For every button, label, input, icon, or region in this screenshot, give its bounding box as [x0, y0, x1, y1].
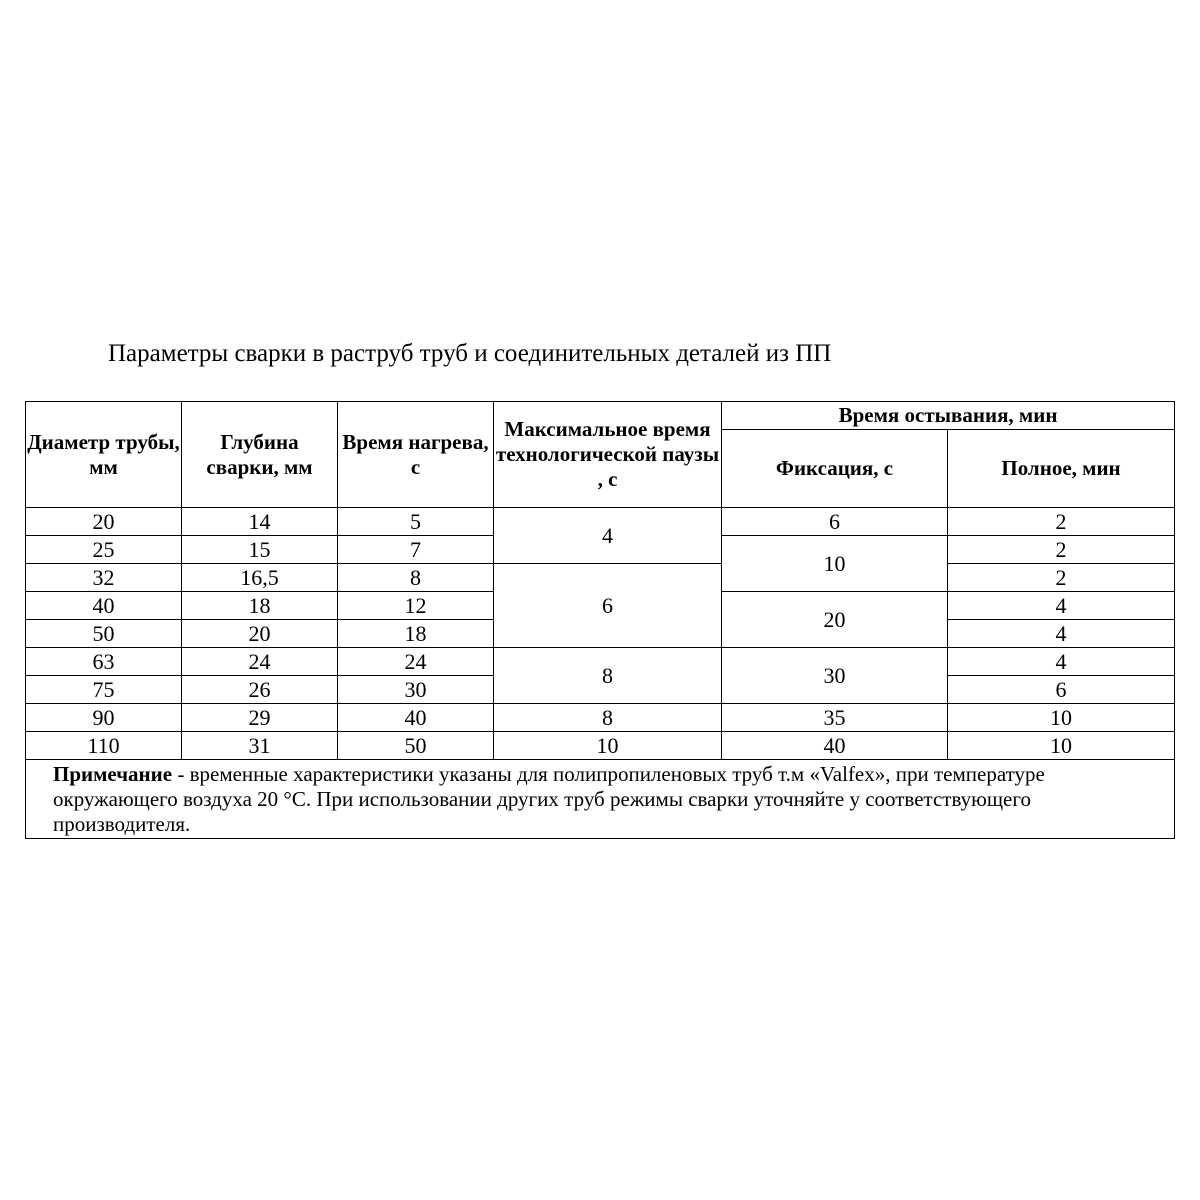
- header-cooling-group: Время остывания, мин: [722, 402, 1175, 430]
- cell-heat: 12: [338, 592, 494, 620]
- table-row: [26, 564, 1175, 592]
- cell-diameter: 90: [26, 704, 182, 732]
- cell-diameter: 110: [26, 732, 182, 760]
- cell-depth: 20: [182, 620, 338, 648]
- cell-pause: 8: [494, 704, 722, 732]
- cell-diameter: 50: [26, 620, 182, 648]
- cell-heat: 5: [338, 508, 494, 536]
- cell-full: 10: [948, 704, 1175, 732]
- cell-full: 2: [948, 564, 1175, 592]
- page-title: Параметры сварки в раструб труб и соединительных деталей из ПП: [108, 340, 832, 367]
- cell-fixation: 20: [722, 592, 948, 648]
- cell-depth: 14: [182, 508, 338, 536]
- table-row: [26, 732, 1175, 760]
- cell-full: 2: [948, 508, 1175, 536]
- header-diameter: Диаметр трубы, мм: [26, 402, 182, 508]
- cell-diameter: 25: [26, 536, 182, 564]
- cell-depth: 16,5: [182, 564, 338, 592]
- table-row: [26, 648, 1175, 676]
- cell-diameter: 75: [26, 676, 182, 704]
- cell-diameter: 32: [26, 564, 182, 592]
- note-label: Примечание: [53, 762, 173, 786]
- cell-pause: 8: [494, 648, 722, 704]
- cell-full: 4: [948, 648, 1175, 676]
- table-row: [26, 508, 1175, 536]
- cell-heat: 8: [338, 564, 494, 592]
- cell-full: 6: [948, 676, 1175, 704]
- cell-pause: 10: [494, 732, 722, 760]
- cell-fixation: 35: [722, 704, 948, 732]
- cell-depth: 18: [182, 592, 338, 620]
- cell-pause: 4: [494, 508, 722, 564]
- cell-full: 4: [948, 592, 1175, 620]
- cell-full: 2: [948, 536, 1175, 564]
- cell-fixation: 40: [722, 732, 948, 760]
- header-fixation: Фиксация, с: [722, 430, 948, 508]
- table-row: [26, 704, 1175, 732]
- cell-diameter: 40: [26, 592, 182, 620]
- cell-heat: 40: [338, 704, 494, 732]
- header-heat: Время нагрева, с: [338, 402, 494, 508]
- header-row: [26, 402, 1175, 430]
- header-depth: Глубина сварки, мм: [182, 402, 338, 508]
- cell-full: 10: [948, 732, 1175, 760]
- cell-fixation: 10: [722, 536, 948, 592]
- header-pause: Максимальное время технологической паузы , с: [494, 402, 722, 508]
- cell-heat: 50: [338, 732, 494, 760]
- cell-heat: 24: [338, 648, 494, 676]
- header-full: Полное, мин: [948, 430, 1175, 508]
- note-text: - временные характеристики указаны для полипропиленовых труб т.м «Valfex», при температуре окружающего воздуха 20 °С. При использовании других труб режимы сварки уточняйте у соответствующего производителя.: [53, 762, 1045, 836]
- cell-depth: 29: [182, 704, 338, 732]
- cell-depth: 24: [182, 648, 338, 676]
- cell-fixation: 6: [722, 508, 948, 536]
- cell-depth: 31: [182, 732, 338, 760]
- cell-heat: 18: [338, 620, 494, 648]
- cell-fixation: 30: [722, 648, 948, 704]
- cell-depth: 15: [182, 536, 338, 564]
- cell-heat: 30: [338, 676, 494, 704]
- cell-diameter: 20: [26, 508, 182, 536]
- cell-depth: 26: [182, 676, 338, 704]
- welding-parameters-table: [25, 401, 1175, 839]
- cell-full: 4: [948, 620, 1175, 648]
- cell-pause: 6: [494, 564, 722, 648]
- note-cell: [26, 760, 1175, 839]
- note-row: [26, 760, 1175, 839]
- cell-diameter: 63: [26, 648, 182, 676]
- cell-heat: 7: [338, 536, 494, 564]
